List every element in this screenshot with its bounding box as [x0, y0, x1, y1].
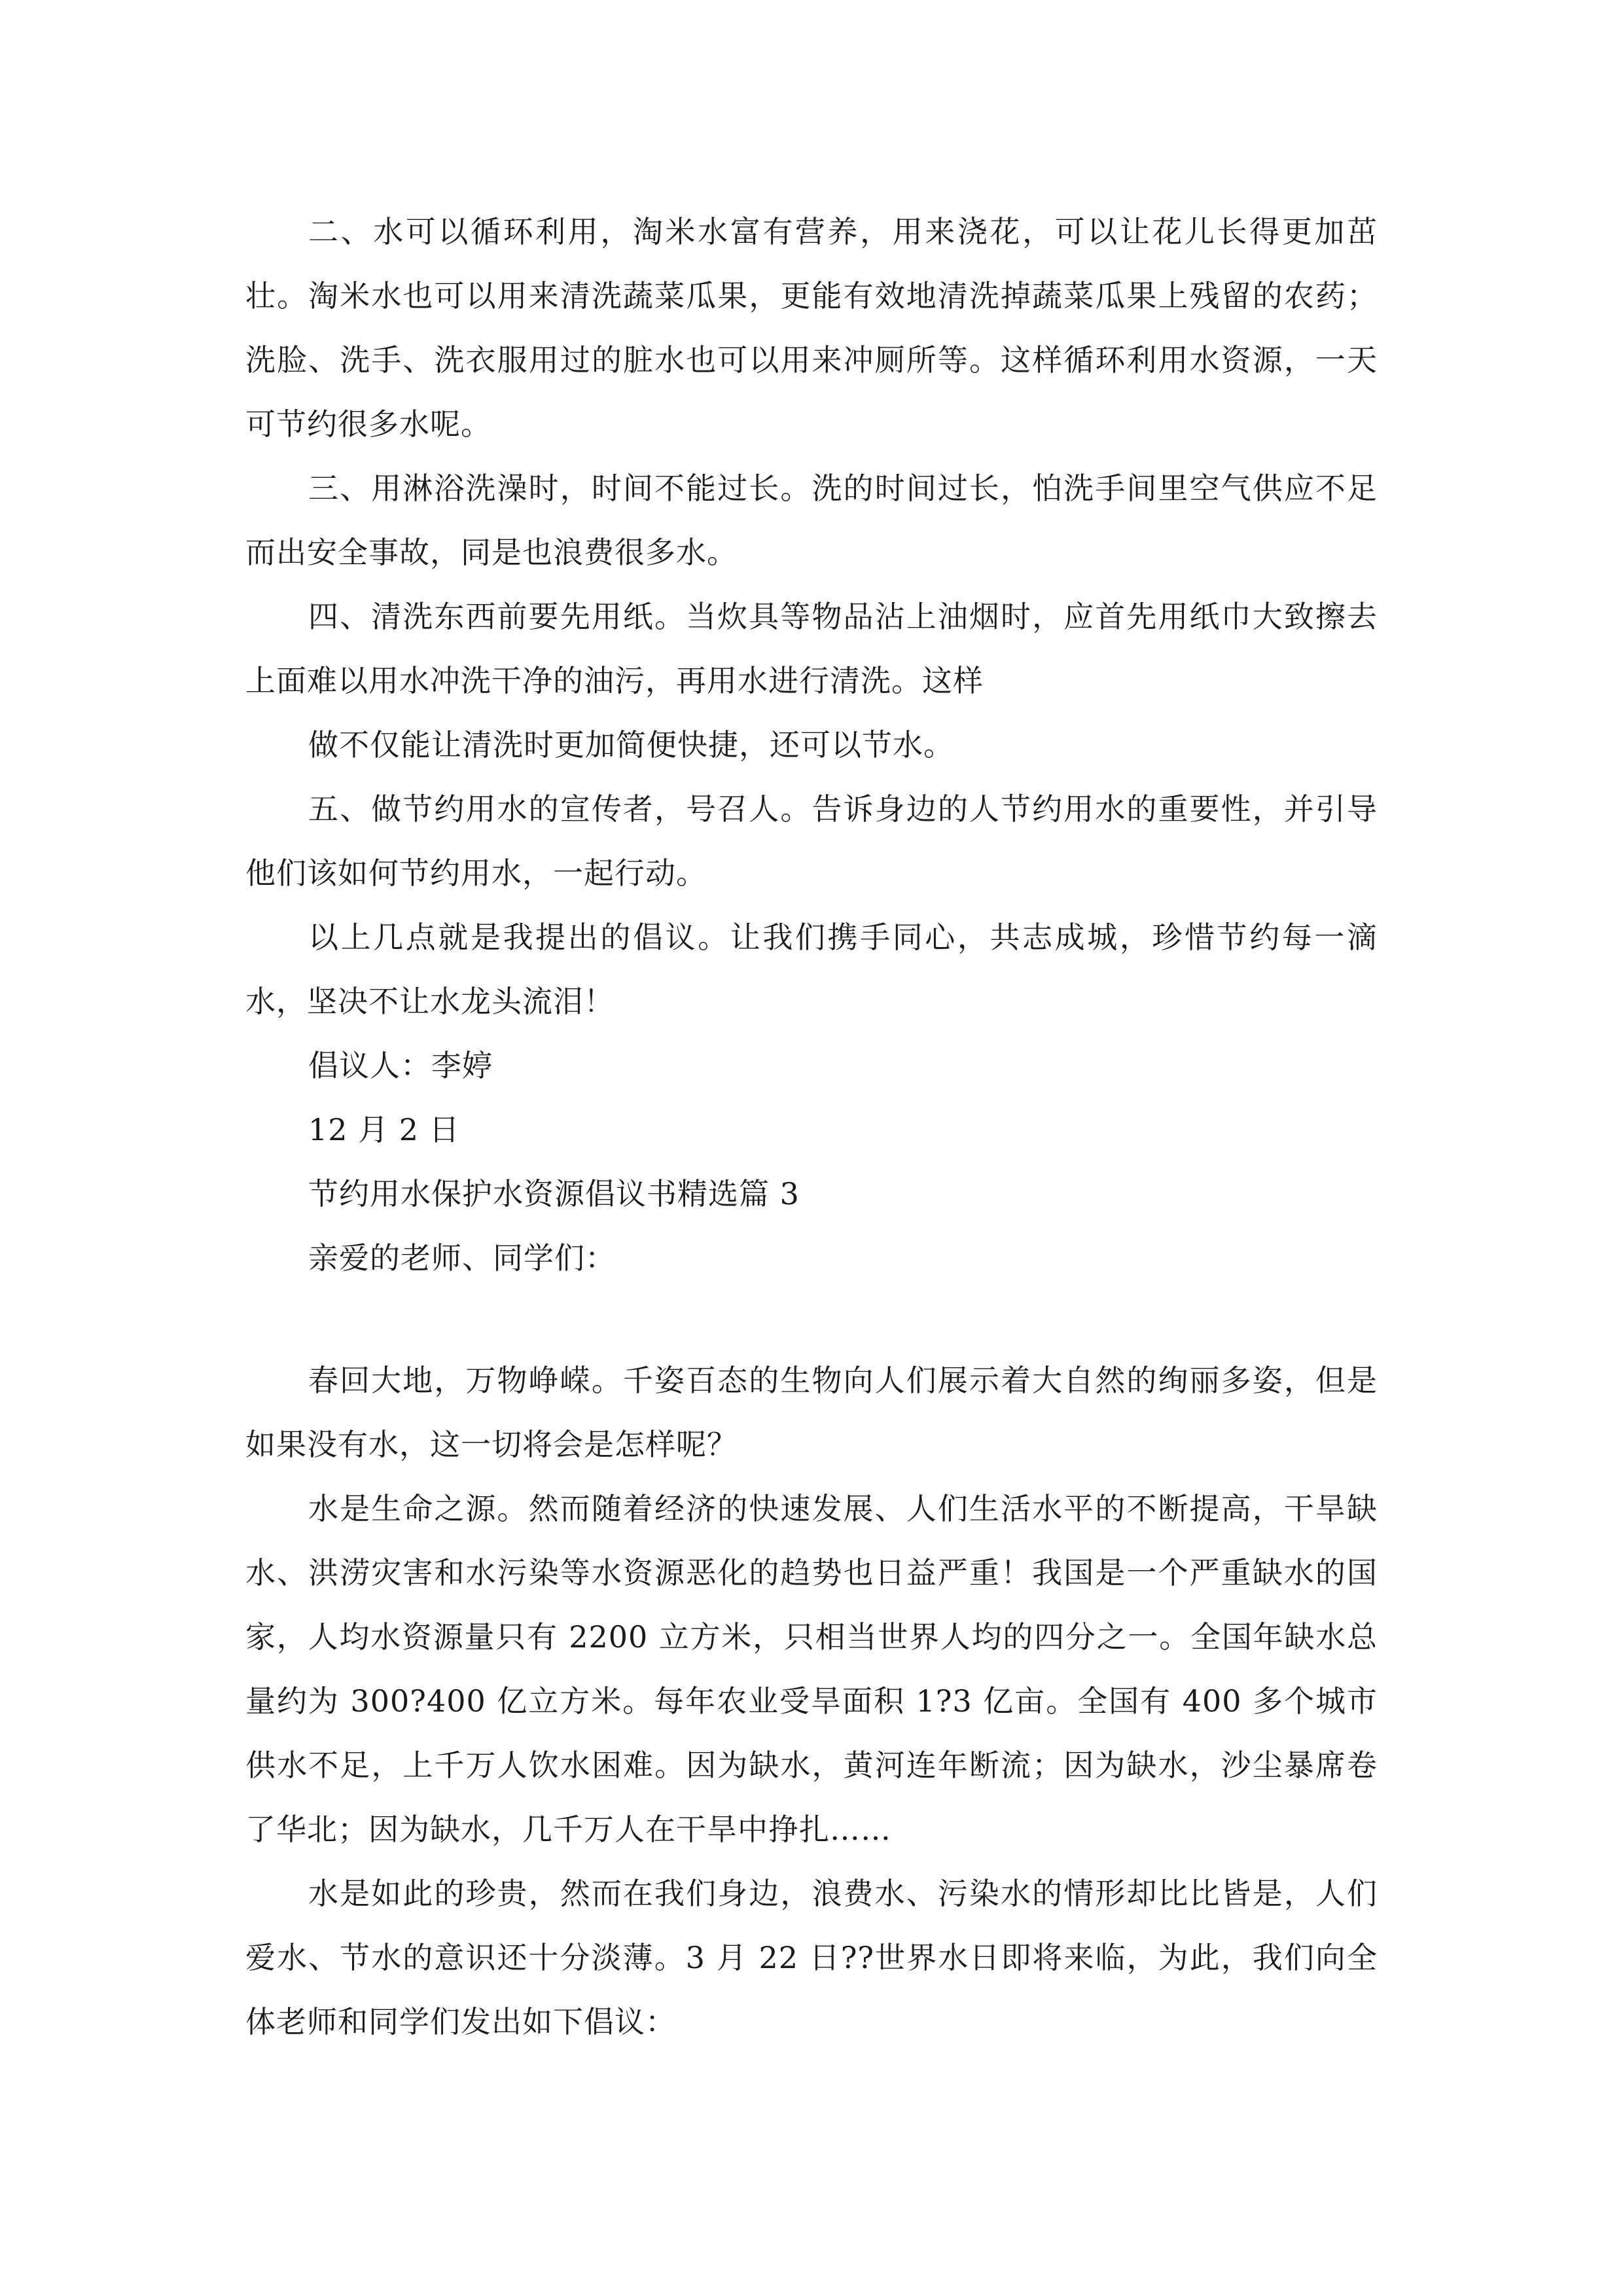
article-title: 节约用水保护水资源倡议书精选篇 3 — [308, 1176, 800, 1211]
paragraph-item-four-continued: 做不仅能让清洗时更加简便快捷，还可以节水。 — [308, 727, 954, 762]
paragraph-item-five: 五、做节约用水的宣传者，号召人。告诉身边的人节约用水的重要性，并引导他们该如何节约用水，一起行动。 — [245, 791, 1378, 891]
proposer-signature: 倡议人：李婷 — [308, 1048, 493, 1083]
paragraph-intro: 春回大地，万物峥嵘。千姿百态的生物向人们展示着大自然的绚丽多姿，但是如果没有水，这一切将会是怎样呢？ — [245, 1363, 1378, 1462]
paragraph-item-two: 二、水可以循环利用，淘米水富有营养，用来浇花，可以让花儿长得更加茁壮。淘米水也可以用来清洗蔬菜瓜果，更能有效地清洗掉蔬菜瓜果上残留的农药；洗脸、洗手、洗衣服用过的脏水也可以用来冲厕所等。这样循环利用水资源，一天可节约很多水呢。 — [245, 214, 1378, 442]
paragraph-conclusion: 以上几点就是我提出的倡议。让我们携手同心，共志成城，珍惜节约每一滴水，坚决不让水龙头流泪！ — [245, 920, 1378, 1019]
paragraph-water-source: 水是生命之源。然而随着经济的快速发展、人们生活水平的不断提高，干旱缺水、洪涝灾害和水污染等水资源恶化的趋势也日益严重！我国是一个严重缺水的国家，人均水资源量只有 2200 立方米，只相当世界人均的四分之一。全国年缺水总量约为 300?400 亿立方米。每年农业受旱面积 1?3 亿亩。全国有 400 多个城市供水不足，上千万人饮水困难。因为缺水，黄河连年断流；因为缺水，沙尘暴席卷了华北；因为缺水，几千万人在干旱中挣扎…… — [245, 1491, 1378, 1847]
section-two — [245, 1348, 1378, 2054]
paragraph-item-three: 三、用淋浴洗澡时，时间不能过长。洗的时间过长，怕洗手间里空气供应不足而出安全事故，同是也浪费很多水。 — [245, 471, 1378, 570]
greeting: 亲爱的老师、同学们： — [308, 1240, 616, 1276]
paragraph-item-four: 四、清洗东西前要先用纸。当炊具等物品沾上油烟时，应首先用纸巾大致擦去上面难以用水冲洗干净的油污，再用水进行清洗。这样 — [245, 599, 1378, 698]
signature-date: 12 月 2 日 — [308, 1112, 460, 1147]
paragraph-call-to-action: 水是如此的珍贵，然而在我们身边，浪费水、污染水的情形却比比皆是，人们爱水、节水的意识还十分淡薄。3 月 22 日??世界水日即将来临，为此，我们向全体老师和同学们发出如下倡议： — [245, 1876, 1378, 2039]
section-one — [245, 200, 1378, 1290]
